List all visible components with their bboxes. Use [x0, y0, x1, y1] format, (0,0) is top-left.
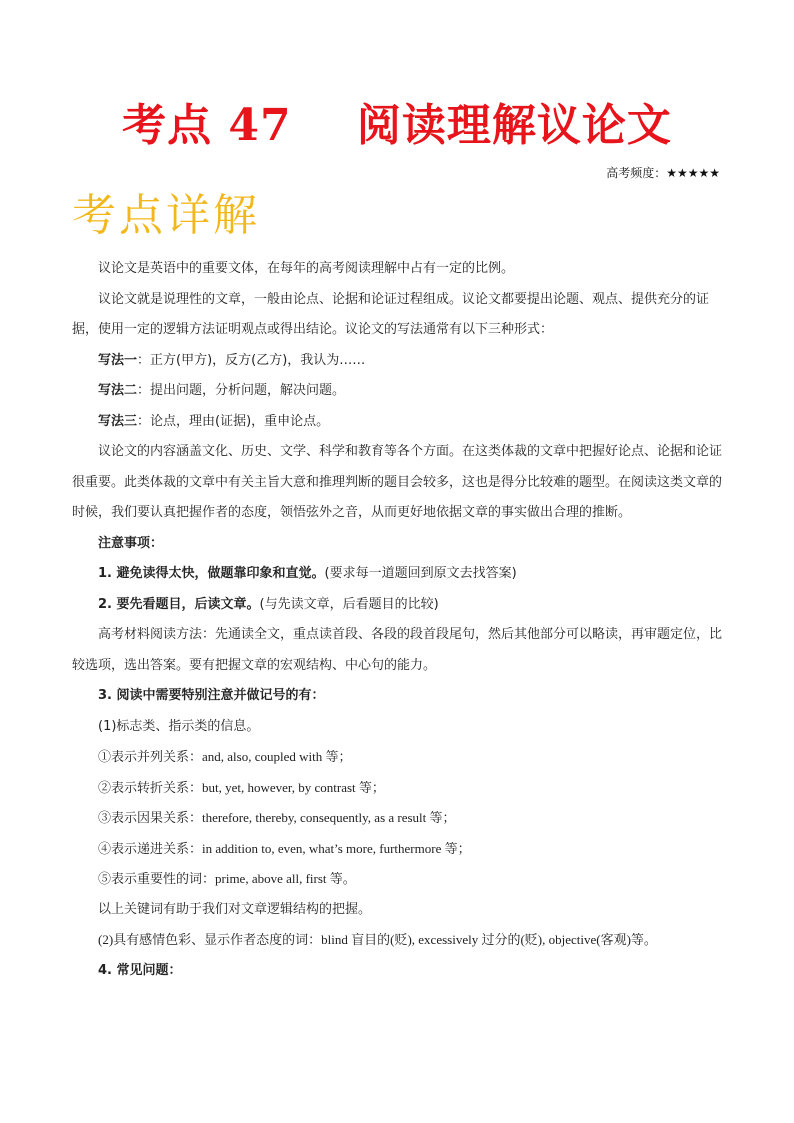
connector-contrast: ②表示转折关系：but, yet, however, by contrast 等； — [98, 779, 385, 795]
note-item-2-bold: 2. 要先看题目，后读文章。 — [98, 596, 260, 612]
article-body — [72, 254, 722, 986]
paragraph-content-scope: 议论文的内容涵盖文化、历史、文学、科学和教育等各个方面。在这类体裁的文章中把握好论点、论据和论证很重要。此类体裁的文章中有关主旨大意和推理判断的题目会较多，这也是得分比较难的题型。在阅读这类文章的时候，我们要认真把握作者的态度，领悟弦外之音，从而更好地依据文章的事实做出合理的推断。 — [72, 444, 723, 520]
connector-cause: ③表示因果关系：therefore, thereby, consequently, as a result 等； — [98, 810, 456, 825]
writing-method-2-text: ：提出问题，分析问题，解决问题。 — [137, 383, 346, 398]
writing-method-1-lead: 写法一 — [98, 352, 138, 368]
section-heading: 考点详解 — [72, 190, 260, 241]
note-item-1 — [72, 559, 722, 590]
paragraph-intro: 议论文是英语中的重要文体，在每年的高考阅读理解中占有一定的比例。 — [98, 261, 515, 276]
paragraph-keywords-summary: 以上关键词有助于我们对文章逻辑结构的把握。 — [98, 901, 372, 917]
note-item-2 — [72, 590, 722, 621]
note-item-1-text: (要求每一道题回到原文去找答案) — [324, 566, 517, 581]
writing-method-3-lead: 写法三 — [98, 413, 138, 429]
frequency-stars-icon: ★★★★★ — [666, 166, 720, 180]
writing-method-3 — [72, 407, 722, 438]
paragraph-definition: 议论文就是说理性的文章，一般由论点、论据和论证过程组成。议论文都要提出论题、观点、提供充分的证据，使用一定的逻辑方法证明观点或得出结论。议论文的写法通常有以下三种形式： — [72, 291, 710, 337]
notes-title: 注意事项： — [98, 535, 164, 551]
connector-importance: ⑤表示重要性的词：prime, above all, first 等。 — [98, 871, 356, 886]
note-item-2-text: (与先读文章，后看题目的比较) — [259, 596, 439, 612]
writing-method-1 — [72, 346, 722, 377]
writing-method-3-text: ：论点，理由(证据)，重申论点。 — [137, 413, 330, 429]
connector-parallel: ①表示并列关系：and, also, coupled with 等； — [98, 749, 352, 764]
writing-method-2-lead: 写法二 — [98, 383, 138, 398]
page-title: 考点 47 阅读理解议论文 — [122, 100, 672, 151]
list-item-1: (1)标志类、指示类的信息。 — [98, 718, 260, 734]
list-item-2: (2)具有感情色彩、显示作者态度的词：blind 盲目的(贬), excessively 过分的(贬), objective(客观)等。 — [98, 932, 657, 947]
note-item-1-bold: 1. 避免读得太快，做题靠印象和直觉。 — [98, 566, 325, 581]
writing-method-2 — [72, 376, 722, 407]
note-item-3: 3. 阅读中需要特别注意并做记号的有： — [98, 688, 325, 703]
paragraph-reading-method: 高考材料阅读方法：先通读全文，重点读首段、各段的段首段尾句，然后其他部分可以略读，再审题定位，比较选项，选出答案。要有把握文章的宏观结构、中心句的能力。 — [72, 627, 723, 673]
frequency-label: 高考频度： — [606, 166, 667, 180]
connector-progressive: ④表示递进关系：in addition to, even, what’s more, furthermore 等； — [98, 840, 471, 856]
exam-frequency — [606, 165, 720, 181]
note-item-4: 4. 常见问题： — [98, 962, 182, 978]
writing-method-1-text: ：正方(甲方)，反方(乙方)，我认为…… — [137, 352, 366, 368]
